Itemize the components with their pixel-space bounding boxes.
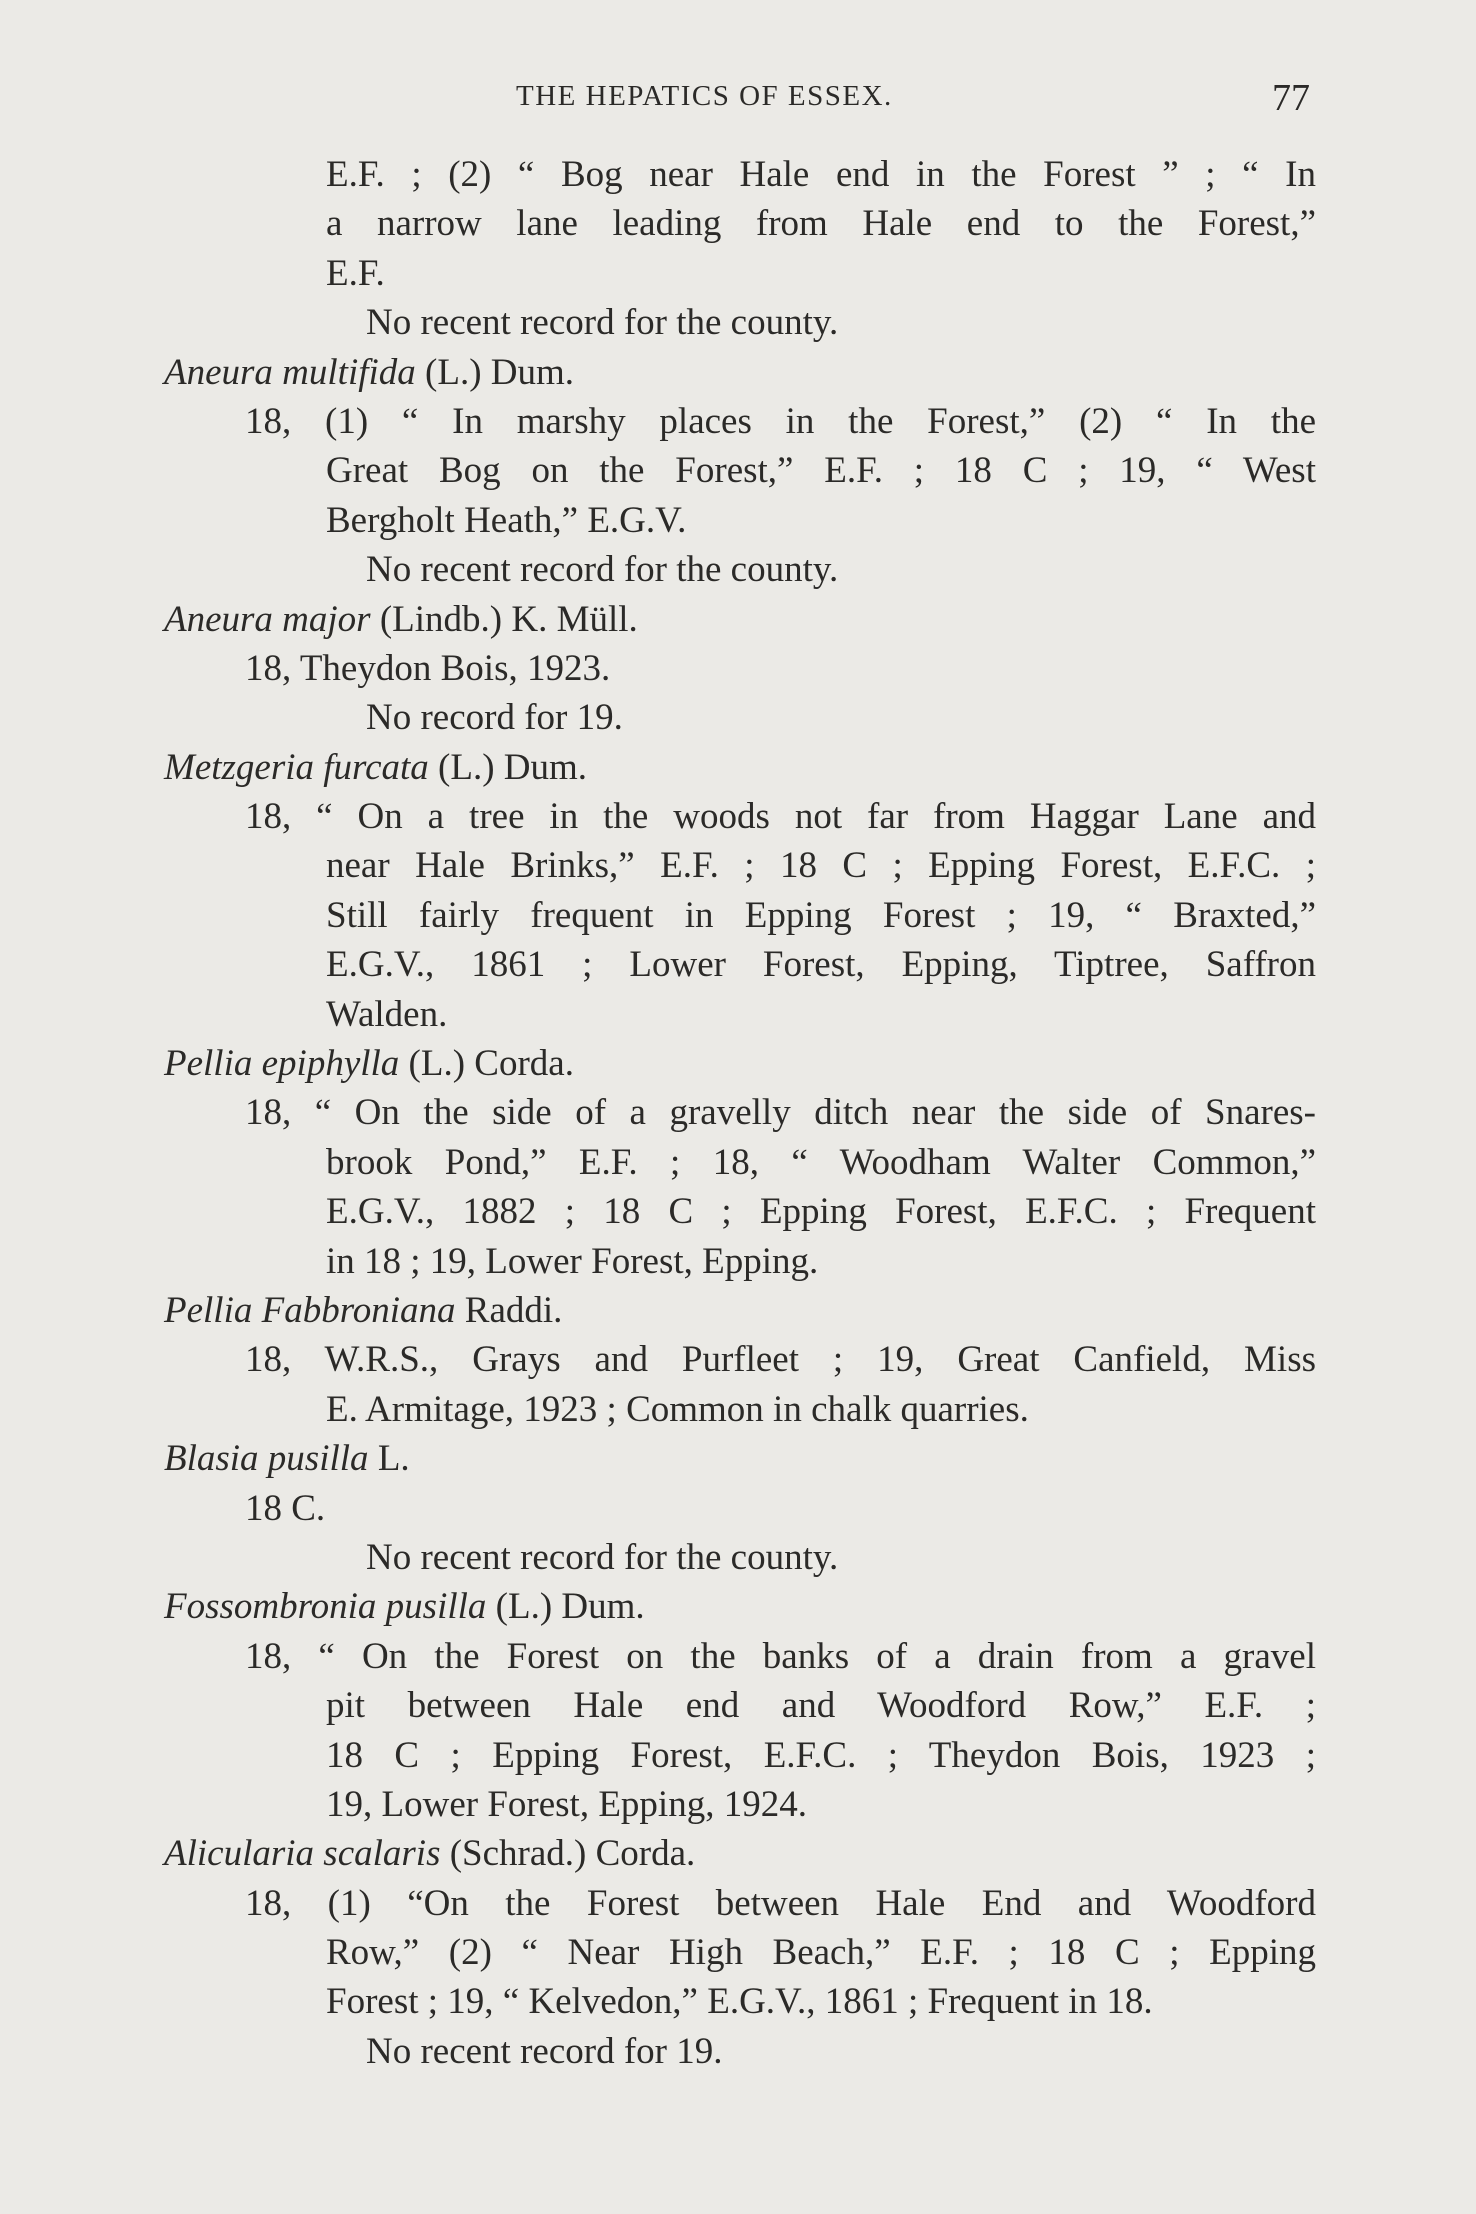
page-header (0, 77, 1476, 130)
species-name: Aneura multifida (164, 351, 416, 393)
line-text: 18, (1) “On the Forest between Hale End and Woodford (245, 1882, 1316, 1924)
line-text: Row,” (2) “ Near High Beach,” E.F. ; 18 C ; Epping (326, 1932, 1316, 1974)
record-line (326, 199, 1316, 248)
line-text: pit between Hale end and Woodford Row,” E.F. ; (326, 1685, 1316, 1727)
record-line (326, 496, 1320, 545)
line-text: 18 C. (245, 1487, 326, 1529)
species-heading (164, 595, 1320, 644)
record-line (245, 1484, 1320, 1533)
running-title: THE HEPATICS OF ESSEX. (516, 80, 893, 112)
record-line (326, 249, 1320, 298)
species-authority: (L.) Corda. (399, 1043, 574, 1085)
record-note (366, 545, 1320, 594)
line-text: Great Bog on the Forest,” E.F. ; 18 C ; 19, “ West (326, 450, 1316, 492)
line-text: 19, Lower Forest, Epping, 1924. (326, 1783, 807, 1825)
line-text: E.G.V., 1861 ; Lower Forest, Epping, Tiptree, Saffron (326, 944, 1316, 986)
page-number: 77 (1272, 77, 1310, 119)
species-heading (164, 743, 1320, 792)
species-authority: L. (368, 1438, 410, 1480)
species-name: Pellia epiphylla (164, 1043, 400, 1085)
record-line (326, 1237, 1320, 1286)
record-line (245, 1088, 1316, 1137)
record-line (326, 1977, 1320, 2026)
record-line (326, 990, 1320, 1039)
species-name: Blasia pusilla (164, 1438, 369, 1480)
record-line (326, 891, 1316, 940)
record-line (326, 150, 1316, 199)
record-line (326, 841, 1316, 890)
record-line (326, 1187, 1316, 1236)
species-authority: (Lindb.) K. Müll. (370, 598, 638, 640)
line-text: Forest ; 19, “ Kelvedon,” E.G.V., 1861 ; Frequent in 18. (326, 1981, 1153, 2023)
record-line (245, 397, 1316, 446)
record-line (326, 1780, 1320, 1829)
line-text: 18, (1) “ In marshy places in the Forest,” (2) “ In the (245, 400, 1316, 442)
line-text: a narrow lane leading from Hale end to the Forest,” (326, 203, 1316, 245)
species-authority: (L.) Dum. (415, 351, 575, 393)
species-name: Aneura major (164, 598, 371, 640)
line-text: E.F. (326, 252, 385, 294)
record-line (245, 792, 1316, 841)
line-text: Walden. (326, 993, 448, 1035)
record-line (326, 1385, 1320, 1434)
line-text: No record for 19. (366, 697, 623, 739)
line-text: brook Pond,” E.F. ; 18, “ Woodham Walter Common,” (326, 1141, 1316, 1183)
record-note (366, 298, 1320, 347)
record-line (326, 940, 1316, 989)
species-authority: (L.) Dum. (486, 1586, 645, 1628)
line-text: E. Armitage, 1923 ; Common in chalk quarries. (326, 1388, 1029, 1430)
line-text: 18, “ On a tree in the woods not far from Haggar Lane and (245, 796, 1316, 838)
record-line (245, 644, 1320, 693)
record-line (245, 1335, 1316, 1384)
line-text: E.G.V., 1882 ; 18 C ; Epping Forest, E.F.C. ; Frequent (326, 1191, 1316, 1233)
species-heading (164, 1039, 1320, 1088)
record-note (366, 693, 1320, 742)
species-name: Fossombronia pusilla (164, 1586, 487, 1628)
species-name: Alicularia scalaris (164, 1833, 441, 1875)
species-heading (164, 348, 1320, 397)
record-line (326, 1138, 1316, 1187)
line-text: Still fairly frequent in Epping Forest ; 19, “ Braxted,” (326, 894, 1316, 936)
record-line (326, 1731, 1316, 1780)
species-name: Pellia Fabbroniana (164, 1289, 456, 1331)
species-heading (164, 1582, 1320, 1631)
line-text: 18, “ On the Forest on the banks of a drain from a gravel (245, 1635, 1316, 1677)
record-line (245, 1879, 1316, 1928)
record-line (326, 1928, 1316, 1977)
line-text: near Hale Brinks,” E.F. ; 18 C ; Epping Forest, E.F.C. ; (326, 845, 1316, 887)
line-text: 18, “ On the side of a gravelly ditch near the side of Snares- (245, 1092, 1316, 1134)
line-text: No recent record for the county. (366, 549, 839, 591)
page-body (160, 150, 1320, 2076)
species-authority: Raddi. (455, 1289, 563, 1331)
species-authority: (L.) Dum. (428, 746, 588, 788)
record-note (366, 2027, 1320, 2076)
record-line (245, 1632, 1316, 1681)
line-text: No recent record for 19. (366, 2030, 723, 2072)
line-text: No recent record for the county. (366, 1536, 839, 1578)
species-name: Metzgeria furcata (164, 746, 429, 788)
record-line (326, 446, 1316, 495)
species-heading (164, 1434, 1320, 1483)
species-heading (164, 1829, 1320, 1878)
line-text: 18 C ; Epping Forest, E.F.C. ; Theydon Bois, 1923 ; (326, 1734, 1316, 1776)
record-line (326, 1681, 1316, 1730)
line-text: Bergholt Heath,” E.G.V. (326, 499, 687, 541)
species-heading (164, 1286, 1320, 1335)
line-text: in 18 ; 19, Lower Forest, Epping. (326, 1240, 819, 1282)
species-authority: (Schrad.) Corda. (440, 1833, 696, 1875)
record-note (366, 1533, 1320, 1582)
line-text: No recent record for the county. (366, 302, 839, 344)
line-text: E.F. ; (2) “ Bog near Hale end in the Forest ” ; “ In (326, 154, 1316, 195)
line-text: 18, W.R.S., Grays and Purfleet ; 19, Great Canfield, Miss (245, 1339, 1316, 1381)
line-text: 18, Theydon Bois, 1923. (245, 647, 611, 689)
